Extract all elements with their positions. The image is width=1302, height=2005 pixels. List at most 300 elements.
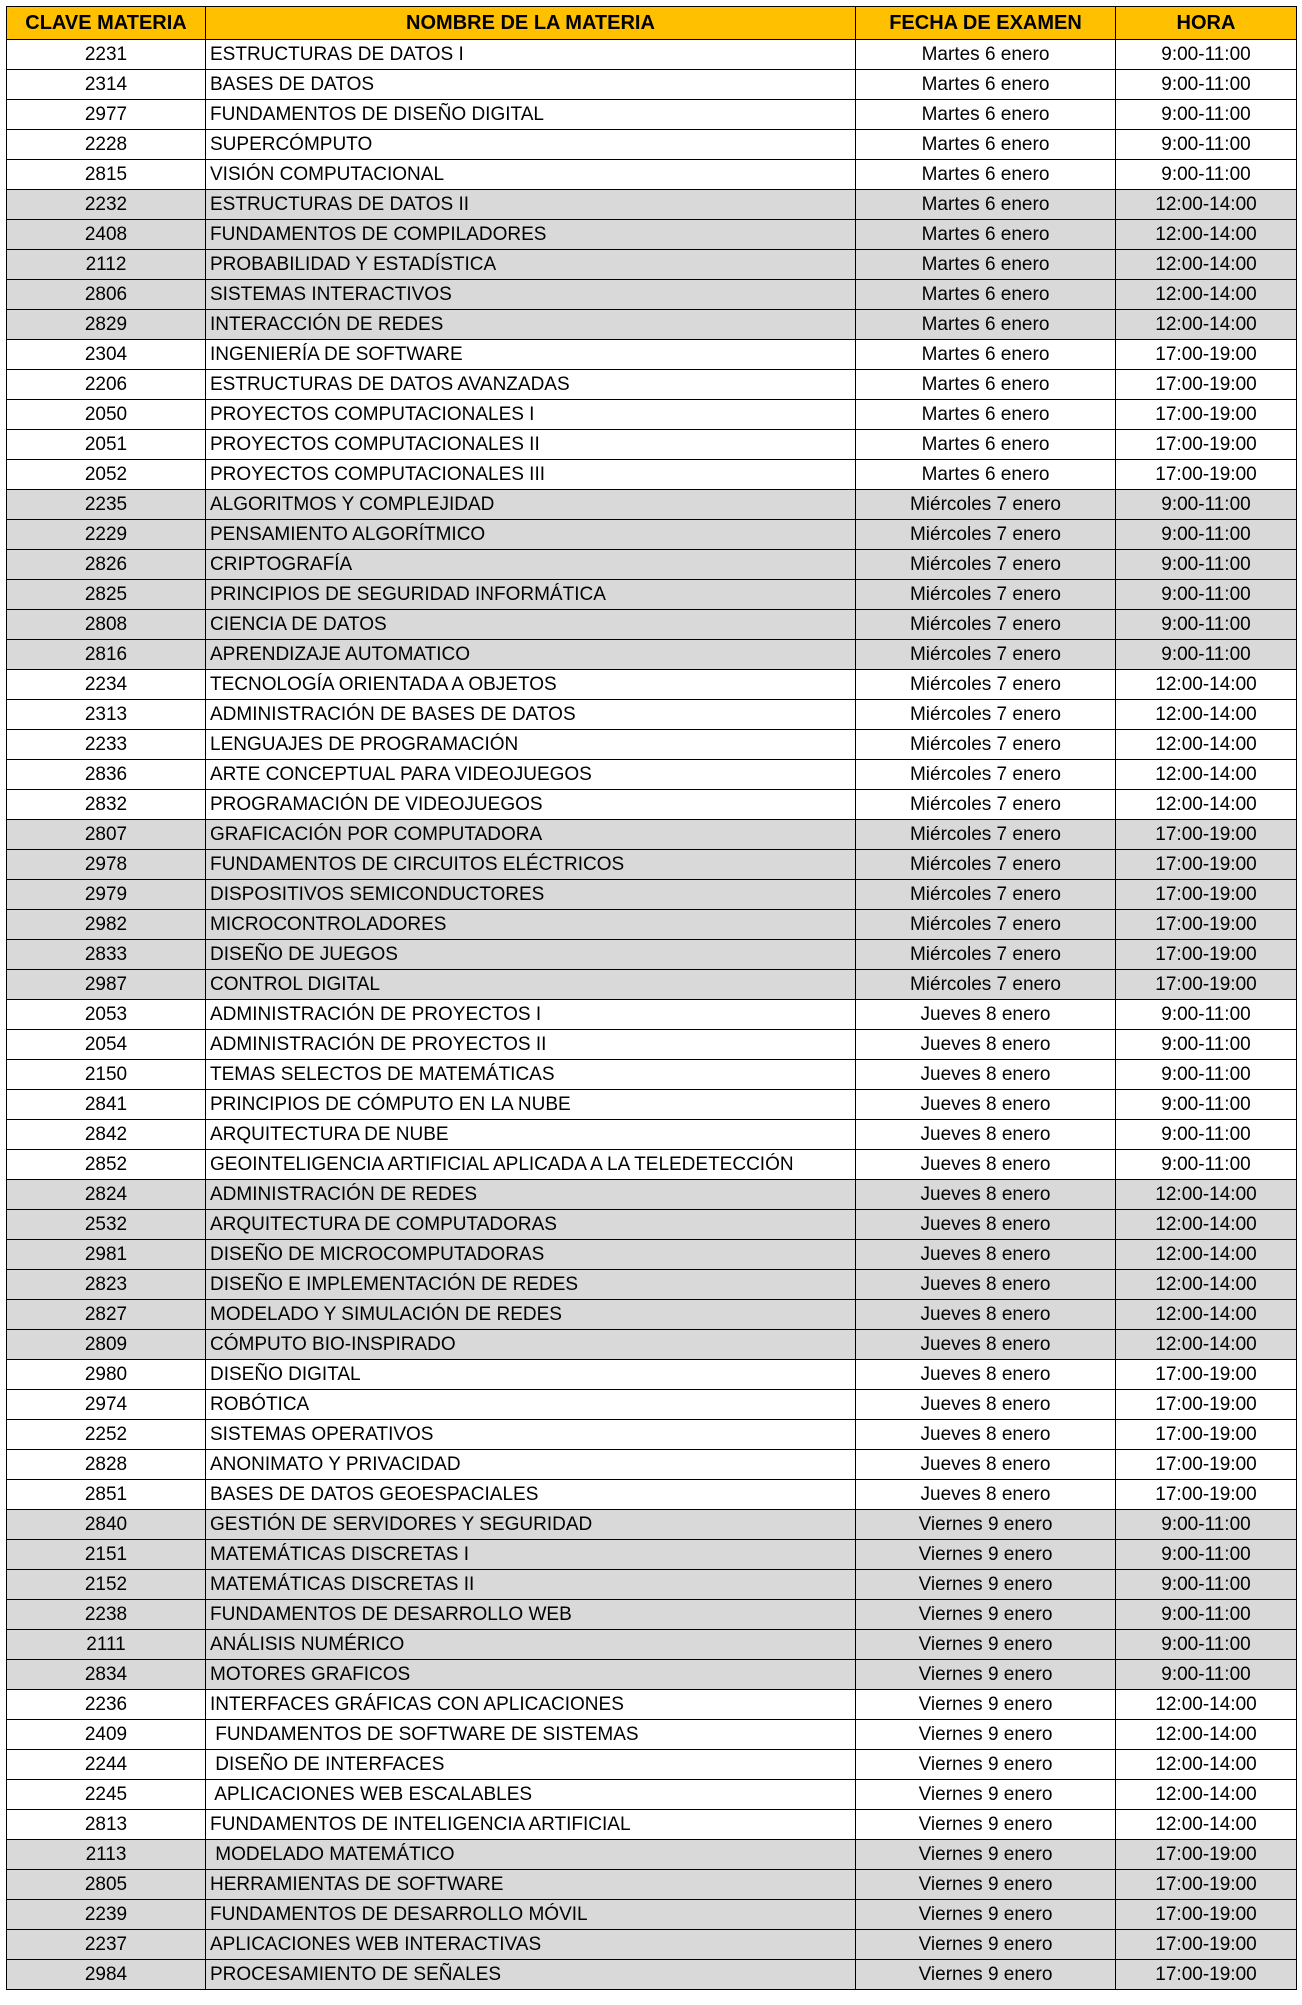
table-row: [7, 1330, 1297, 1360]
cell-clave: 2239: [7, 1900, 206, 1930]
cell-hora: 9:00-11:00: [1116, 1090, 1297, 1120]
cell-clave: 2245: [7, 1780, 206, 1810]
cell-hora: 9:00-11:00: [1116, 160, 1297, 190]
cell-nombre: PROYECTOS COMPUTACIONALES III: [206, 460, 856, 490]
cell-fecha: Viernes 9 enero: [856, 1780, 1116, 1810]
cell-fecha: Miércoles 7 enero: [856, 760, 1116, 790]
cell-fecha: Martes 6 enero: [856, 430, 1116, 460]
cell-clave: 2054: [7, 1030, 206, 1060]
cell-hora: 12:00-14:00: [1116, 1750, 1297, 1780]
cell-hora: 12:00-14:00: [1116, 1720, 1297, 1750]
cell-clave: 2823: [7, 1270, 206, 1300]
cell-clave: 2980: [7, 1360, 206, 1390]
cell-fecha: Miércoles 7 enero: [856, 610, 1116, 640]
cell-clave: 2813: [7, 1810, 206, 1840]
cell-clave: 2052: [7, 460, 206, 490]
cell-fecha: Martes 6 enero: [856, 340, 1116, 370]
table-row: [7, 580, 1297, 610]
table-row: [7, 610, 1297, 640]
cell-fecha: Martes 6 enero: [856, 220, 1116, 250]
cell-fecha: Jueves 8 enero: [856, 1420, 1116, 1450]
cell-nombre: PROYECTOS COMPUTACIONALES II: [206, 430, 856, 460]
cell-clave: 2150: [7, 1060, 206, 1090]
cell-fecha: Jueves 8 enero: [856, 1120, 1116, 1150]
cell-nombre: PRINCIPIOS DE CÓMPUTO EN LA NUBE: [206, 1090, 856, 1120]
cell-fecha: Miércoles 7 enero: [856, 850, 1116, 880]
table-row: [7, 1690, 1297, 1720]
header-row: [7, 7, 1297, 40]
table-row: [7, 1600, 1297, 1630]
cell-hora: 12:00-14:00: [1116, 1690, 1297, 1720]
cell-nombre: PRINCIPIOS DE SEGURIDAD INFORMÁTICA: [206, 580, 856, 610]
table-row: [7, 1810, 1297, 1840]
table-row: [7, 430, 1297, 460]
cell-nombre: CRIPTOGRAFÍA: [206, 550, 856, 580]
cell-hora: 17:00-19:00: [1116, 970, 1297, 1000]
cell-fecha: Martes 6 enero: [856, 100, 1116, 130]
cell-hora: 12:00-14:00: [1116, 250, 1297, 280]
table-row: [7, 1960, 1297, 1990]
cell-clave: 2053: [7, 1000, 206, 1030]
cell-nombre: HERRAMIENTAS DE SOFTWARE: [206, 1870, 856, 1900]
cell-nombre: MOTORES GRAFICOS: [206, 1660, 856, 1690]
cell-nombre: FUNDAMENTOS DE SOFTWARE DE SISTEMAS: [206, 1720, 856, 1750]
cell-clave: 2236: [7, 1690, 206, 1720]
cell-nombre: LENGUAJES DE PROGRAMACIÓN: [206, 730, 856, 760]
cell-fecha: Viernes 9 enero: [856, 1570, 1116, 1600]
cell-nombre: FUNDAMENTOS DE CIRCUITOS ELÉCTRICOS: [206, 850, 856, 880]
cell-clave: 2977: [7, 100, 206, 130]
cell-clave: 2832: [7, 790, 206, 820]
cell-nombre: ARQUITECTURA DE NUBE: [206, 1120, 856, 1150]
cell-clave: 2828: [7, 1450, 206, 1480]
table-row: [7, 220, 1297, 250]
cell-hora: 12:00-14:00: [1116, 1810, 1297, 1840]
cell-fecha: Jueves 8 enero: [856, 1180, 1116, 1210]
table-row: [7, 1900, 1297, 1930]
cell-nombre: APLICACIONES WEB INTERACTIVAS: [206, 1930, 856, 1960]
cell-clave: 2979: [7, 880, 206, 910]
cell-hora: 9:00-11:00: [1116, 640, 1297, 670]
cell-nombre: DISEÑO DIGITAL: [206, 1360, 856, 1390]
cell-hora: 9:00-11:00: [1116, 100, 1297, 130]
table-row: [7, 1630, 1297, 1660]
cell-fecha: Viernes 9 enero: [856, 1930, 1116, 1960]
cell-fecha: Jueves 8 enero: [856, 1000, 1116, 1030]
table-row: [7, 1720, 1297, 1750]
cell-fecha: Jueves 8 enero: [856, 1090, 1116, 1120]
cell-clave: 2244: [7, 1750, 206, 1780]
cell-fecha: Martes 6 enero: [856, 310, 1116, 340]
cell-clave: 2232: [7, 190, 206, 220]
cell-fecha: Miércoles 7 enero: [856, 580, 1116, 610]
cell-fecha: Martes 6 enero: [856, 400, 1116, 430]
cell-clave: 2987: [7, 970, 206, 1000]
cell-hora: 12:00-14:00: [1116, 1270, 1297, 1300]
cell-fecha: Martes 6 enero: [856, 370, 1116, 400]
cell-hora: 17:00-19:00: [1116, 1390, 1297, 1420]
cell-fecha: Miércoles 7 enero: [856, 730, 1116, 760]
table-row: [7, 1090, 1297, 1120]
cell-nombre: ADMINISTRACIÓN DE PROYECTOS II: [206, 1030, 856, 1060]
cell-nombre: TECNOLOGÍA ORIENTADA A OBJETOS: [206, 670, 856, 700]
cell-fecha: Jueves 8 enero: [856, 1300, 1116, 1330]
table-row: [7, 1540, 1297, 1570]
table-row: [7, 130, 1297, 160]
cell-fecha: Viernes 9 enero: [856, 1510, 1116, 1540]
table-row: [7, 760, 1297, 790]
table-row: [7, 520, 1297, 550]
table-row: [7, 70, 1297, 100]
table-row: [7, 1750, 1297, 1780]
table-row: [7, 100, 1297, 130]
cell-hora: 17:00-19:00: [1116, 910, 1297, 940]
table-row: [7, 910, 1297, 940]
cell-hora: 17:00-19:00: [1116, 1900, 1297, 1930]
cell-fecha: Viernes 9 enero: [856, 1810, 1116, 1840]
cell-nombre: GRAFICACIÓN POR COMPUTADORA: [206, 820, 856, 850]
cell-hora: 9:00-11:00: [1116, 550, 1297, 580]
cell-nombre: TEMAS SELECTOS DE MATEMÁTICAS: [206, 1060, 856, 1090]
table-body: [7, 40, 1297, 1990]
table-row: [7, 730, 1297, 760]
cell-nombre: MODELADO Y SIMULACIÓN DE REDES: [206, 1300, 856, 1330]
cell-nombre: ALGORITMOS Y COMPLEJIDAD: [206, 490, 856, 520]
cell-nombre: ANONIMATO Y PRIVACIDAD: [206, 1450, 856, 1480]
cell-nombre: DISEÑO E IMPLEMENTACIÓN DE REDES: [206, 1270, 856, 1300]
cell-hora: 12:00-14:00: [1116, 280, 1297, 310]
cell-fecha: Jueves 8 enero: [856, 1450, 1116, 1480]
cell-clave: 2237: [7, 1930, 206, 1960]
cell-nombre: CONTROL DIGITAL: [206, 970, 856, 1000]
table-row: [7, 550, 1297, 580]
cell-clave: 2206: [7, 370, 206, 400]
table-row: [7, 1660, 1297, 1690]
cell-hora: 12:00-14:00: [1116, 1780, 1297, 1810]
table-row: [7, 880, 1297, 910]
cell-fecha: Martes 6 enero: [856, 190, 1116, 220]
cell-hora: 9:00-11:00: [1116, 70, 1297, 100]
cell-fecha: Viernes 9 enero: [856, 1900, 1116, 1930]
cell-hora: 12:00-14:00: [1116, 1210, 1297, 1240]
cell-clave: 2984: [7, 1960, 206, 1990]
cell-clave: 2974: [7, 1390, 206, 1420]
cell-nombre: MODELADO MATEMÁTICO: [206, 1840, 856, 1870]
cell-hora: 9:00-11:00: [1116, 1030, 1297, 1060]
cell-fecha: Jueves 8 enero: [856, 1360, 1116, 1390]
cell-nombre: CIENCIA DE DATOS: [206, 610, 856, 640]
cell-fecha: Miércoles 7 enero: [856, 700, 1116, 730]
cell-nombre: ESTRUCTURAS DE DATOS I: [206, 40, 856, 70]
cell-hora: 12:00-14:00: [1116, 1240, 1297, 1270]
cell-nombre: DISEÑO DE JUEGOS: [206, 940, 856, 970]
cell-hora: 9:00-11:00: [1116, 130, 1297, 160]
cell-fecha: Miércoles 7 enero: [856, 880, 1116, 910]
cell-hora: 17:00-19:00: [1116, 850, 1297, 880]
cell-hora: 17:00-19:00: [1116, 400, 1297, 430]
cell-fecha: Jueves 8 enero: [856, 1480, 1116, 1510]
cell-hora: 12:00-14:00: [1116, 1180, 1297, 1210]
cell-clave: 2234: [7, 670, 206, 700]
cell-fecha: Viernes 9 enero: [856, 1690, 1116, 1720]
cell-clave: 2833: [7, 940, 206, 970]
cell-hora: 12:00-14:00: [1116, 730, 1297, 760]
cell-clave: 2228: [7, 130, 206, 160]
cell-fecha: Miércoles 7 enero: [856, 520, 1116, 550]
cell-nombre: ESTRUCTURAS DE DATOS II: [206, 190, 856, 220]
table-row: [7, 1240, 1297, 1270]
cell-nombre: ARTE CONCEPTUAL PARA VIDEOJUEGOS: [206, 760, 856, 790]
table-row: [7, 1360, 1297, 1390]
table-row: [7, 280, 1297, 310]
cell-fecha: Viernes 9 enero: [856, 1540, 1116, 1570]
cell-fecha: Viernes 9 enero: [856, 1960, 1116, 1990]
cell-nombre: FUNDAMENTOS DE DESARROLLO MÓVIL: [206, 1900, 856, 1930]
table-row: [7, 1570, 1297, 1600]
cell-hora: 9:00-11:00: [1116, 1120, 1297, 1150]
cell-clave: 2231: [7, 40, 206, 70]
cell-nombre: APLICACIONES WEB ESCALABLES: [206, 1780, 856, 1810]
table-row: [7, 940, 1297, 970]
cell-fecha: Viernes 9 enero: [856, 1720, 1116, 1750]
table-row: [7, 670, 1297, 700]
table-header: [7, 7, 1297, 40]
cell-nombre: ADMINISTRACIÓN DE BASES DE DATOS: [206, 700, 856, 730]
cell-hora: 17:00-19:00: [1116, 340, 1297, 370]
cell-clave: 2827: [7, 1300, 206, 1330]
table-row: [7, 250, 1297, 280]
cell-clave: 2233: [7, 730, 206, 760]
cell-fecha: Jueves 8 enero: [856, 1330, 1116, 1360]
cell-hora: 9:00-11:00: [1116, 520, 1297, 550]
cell-clave: 2851: [7, 1480, 206, 1510]
cell-hora: 17:00-19:00: [1116, 1360, 1297, 1390]
table-row: [7, 310, 1297, 340]
cell-hora: 9:00-11:00: [1116, 610, 1297, 640]
header-nombre-materia: NOMBRE DE LA MATERIA: [206, 7, 856, 40]
cell-clave: 2825: [7, 580, 206, 610]
table-row: [7, 820, 1297, 850]
cell-fecha: Jueves 8 enero: [856, 1240, 1116, 1270]
cell-nombre: MATEMÁTICAS DISCRETAS I: [206, 1540, 856, 1570]
cell-fecha: Viernes 9 enero: [856, 1840, 1116, 1870]
table-row: [7, 490, 1297, 520]
cell-fecha: Viernes 9 enero: [856, 1600, 1116, 1630]
cell-fecha: Martes 6 enero: [856, 460, 1116, 490]
table-row: [7, 1120, 1297, 1150]
table-row: [7, 850, 1297, 880]
cell-clave: 2808: [7, 610, 206, 640]
cell-fecha: Jueves 8 enero: [856, 1270, 1116, 1300]
cell-clave: 2304: [7, 340, 206, 370]
cell-fecha: Miércoles 7 enero: [856, 490, 1116, 520]
cell-fecha: Martes 6 enero: [856, 130, 1116, 160]
cell-hora: 17:00-19:00: [1116, 880, 1297, 910]
cell-fecha: Miércoles 7 enero: [856, 910, 1116, 940]
table-row: [7, 1840, 1297, 1870]
cell-nombre: FUNDAMENTOS DE INTELIGENCIA ARTIFICIAL: [206, 1810, 856, 1840]
cell-clave: 2313: [7, 700, 206, 730]
cell-nombre: FUNDAMENTOS DE DESARROLLO WEB: [206, 1600, 856, 1630]
cell-hora: 9:00-11:00: [1116, 1600, 1297, 1630]
table-row: [7, 370, 1297, 400]
cell-clave: 2982: [7, 910, 206, 940]
cell-clave: 2229: [7, 520, 206, 550]
cell-clave: 2805: [7, 1870, 206, 1900]
cell-clave: 2409: [7, 1720, 206, 1750]
cell-fecha: Jueves 8 enero: [856, 1030, 1116, 1060]
cell-hora: 17:00-19:00: [1116, 1420, 1297, 1450]
cell-hora: 17:00-19:00: [1116, 1930, 1297, 1960]
cell-fecha: Miércoles 7 enero: [856, 940, 1116, 970]
cell-nombre: SISTEMAS INTERACTIVOS: [206, 280, 856, 310]
cell-nombre: ESTRUCTURAS DE DATOS AVANZADAS: [206, 370, 856, 400]
cell-hora: 12:00-14:00: [1116, 220, 1297, 250]
cell-fecha: Viernes 9 enero: [856, 1870, 1116, 1900]
cell-clave: 2408: [7, 220, 206, 250]
cell-clave: 2841: [7, 1090, 206, 1120]
cell-clave: 2978: [7, 850, 206, 880]
cell-clave: 2252: [7, 1420, 206, 1450]
cell-clave: 2981: [7, 1240, 206, 1270]
cell-clave: 2051: [7, 430, 206, 460]
cell-fecha: Miércoles 7 enero: [856, 820, 1116, 850]
cell-nombre: SISTEMAS OPERATIVOS: [206, 1420, 856, 1450]
cell-nombre: DISPOSITIVOS SEMICONDUCTORES: [206, 880, 856, 910]
cell-nombre: FUNDAMENTOS DE DISEÑO DIGITAL: [206, 100, 856, 130]
cell-fecha: Martes 6 enero: [856, 250, 1116, 280]
table-row: [7, 460, 1297, 490]
cell-fecha: Viernes 9 enero: [856, 1660, 1116, 1690]
table-row: [7, 1270, 1297, 1300]
cell-hora: 9:00-11:00: [1116, 1570, 1297, 1600]
cell-hora: 12:00-14:00: [1116, 310, 1297, 340]
table-row: [7, 1870, 1297, 1900]
table-row: [7, 1510, 1297, 1540]
cell-fecha: Martes 6 enero: [856, 280, 1116, 310]
header-hora: HORA: [1116, 7, 1297, 40]
table-row: [7, 1180, 1297, 1210]
cell-fecha: Martes 6 enero: [856, 70, 1116, 100]
cell-hora: 17:00-19:00: [1116, 1450, 1297, 1480]
cell-nombre: DISEÑO DE INTERFACES: [206, 1750, 856, 1780]
table-row: [7, 1000, 1297, 1030]
cell-nombre: INTERACCIÓN DE REDES: [206, 310, 856, 340]
cell-hora: 9:00-11:00: [1116, 1660, 1297, 1690]
cell-clave: 2314: [7, 70, 206, 100]
table-row: [7, 640, 1297, 670]
cell-nombre: PENSAMIENTO ALGORÍTMICO: [206, 520, 856, 550]
table-row: [7, 190, 1297, 220]
cell-clave: 2050: [7, 400, 206, 430]
cell-fecha: Jueves 8 enero: [856, 1390, 1116, 1420]
cell-clave: 2111: [7, 1630, 206, 1660]
cell-nombre: APRENDIZAJE AUTOMATICO: [206, 640, 856, 670]
cell-hora: 9:00-11:00: [1116, 1000, 1297, 1030]
cell-fecha: Jueves 8 enero: [856, 1150, 1116, 1180]
header-fecha-examen: FECHA DE EXAMEN: [856, 7, 1116, 40]
table-row: [7, 400, 1297, 430]
cell-clave: 2238: [7, 1600, 206, 1630]
cell-nombre: PROCESAMIENTO DE SEÑALES: [206, 1960, 856, 1990]
cell-fecha: Martes 6 enero: [856, 160, 1116, 190]
cell-nombre: DISEÑO DE MICROCOMPUTADORAS: [206, 1240, 856, 1270]
cell-fecha: Jueves 8 enero: [856, 1060, 1116, 1090]
cell-fecha: Miércoles 7 enero: [856, 640, 1116, 670]
cell-hora: 12:00-14:00: [1116, 1330, 1297, 1360]
cell-fecha: Viernes 9 enero: [856, 1630, 1116, 1660]
cell-nombre: ANÁLISIS NUMÉRICO: [206, 1630, 856, 1660]
cell-hora: 17:00-19:00: [1116, 430, 1297, 460]
cell-hora: 12:00-14:00: [1116, 700, 1297, 730]
cell-fecha: Martes 6 enero: [856, 40, 1116, 70]
cell-clave: 2834: [7, 1660, 206, 1690]
cell-fecha: Jueves 8 enero: [856, 1210, 1116, 1240]
cell-clave: 2807: [7, 820, 206, 850]
cell-clave: 2836: [7, 760, 206, 790]
cell-hora: 17:00-19:00: [1116, 370, 1297, 400]
cell-clave: 2235: [7, 490, 206, 520]
cell-hora: 12:00-14:00: [1116, 190, 1297, 220]
cell-nombre: PROGRAMACIÓN DE VIDEOJUEGOS: [206, 790, 856, 820]
table-row: [7, 1060, 1297, 1090]
table-row: [7, 1390, 1297, 1420]
cell-hora: 17:00-19:00: [1116, 940, 1297, 970]
table-row: [7, 1930, 1297, 1960]
cell-fecha: Miércoles 7 enero: [856, 550, 1116, 580]
cell-nombre: BASES DE DATOS: [206, 70, 856, 100]
cell-nombre: ROBÓTICA: [206, 1390, 856, 1420]
cell-nombre: PROYECTOS COMPUTACIONALES I: [206, 400, 856, 430]
table-row: [7, 160, 1297, 190]
cell-clave: 2113: [7, 1840, 206, 1870]
cell-nombre: ADMINISTRACIÓN DE PROYECTOS I: [206, 1000, 856, 1030]
cell-hora: 9:00-11:00: [1116, 490, 1297, 520]
cell-nombre: CÓMPUTO BIO-INSPIRADO: [206, 1330, 856, 1360]
cell-hora: 17:00-19:00: [1116, 820, 1297, 850]
cell-nombre: ADMINISTRACIÓN DE REDES: [206, 1180, 856, 1210]
table-row: [7, 40, 1297, 70]
cell-clave: 2826: [7, 550, 206, 580]
cell-hora: 17:00-19:00: [1116, 460, 1297, 490]
cell-clave: 2815: [7, 160, 206, 190]
cell-clave: 2840: [7, 1510, 206, 1540]
cell-fecha: Viernes 9 enero: [856, 1750, 1116, 1780]
cell-hora: 12:00-14:00: [1116, 1300, 1297, 1330]
cell-clave: 2824: [7, 1180, 206, 1210]
table-row: [7, 790, 1297, 820]
cell-hora: 12:00-14:00: [1116, 790, 1297, 820]
cell-hora: 12:00-14:00: [1116, 670, 1297, 700]
cell-clave: 2151: [7, 1540, 206, 1570]
cell-clave: 2829: [7, 310, 206, 340]
cell-fecha: Miércoles 7 enero: [856, 670, 1116, 700]
table-row: [7, 1780, 1297, 1810]
cell-nombre: FUNDAMENTOS DE COMPILADORES: [206, 220, 856, 250]
table-row: [7, 1450, 1297, 1480]
cell-clave: 2112: [7, 250, 206, 280]
table-row: [7, 1300, 1297, 1330]
cell-clave: 2809: [7, 1330, 206, 1360]
cell-clave: 2852: [7, 1150, 206, 1180]
cell-hora: 12:00-14:00: [1116, 760, 1297, 790]
cell-clave: 2816: [7, 640, 206, 670]
cell-hora: 17:00-19:00: [1116, 1960, 1297, 1990]
cell-hora: 9:00-11:00: [1116, 1630, 1297, 1660]
cell-fecha: Miércoles 7 enero: [856, 970, 1116, 1000]
cell-nombre: GEOINTELIGENCIA ARTIFICIAL APLICADA A LA TELEDETECCIÓN: [206, 1150, 856, 1180]
cell-hora: 17:00-19:00: [1116, 1870, 1297, 1900]
